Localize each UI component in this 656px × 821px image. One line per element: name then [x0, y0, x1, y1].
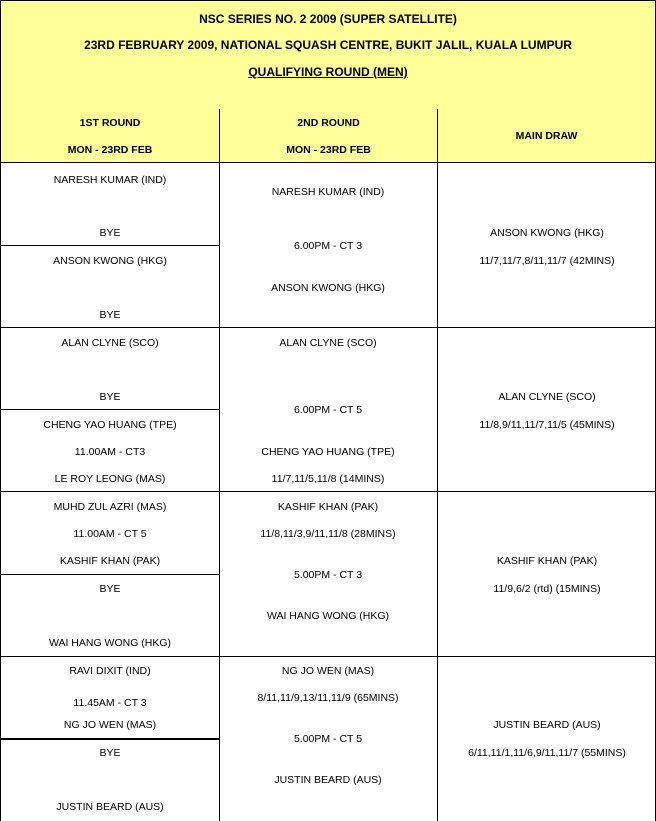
r2-time: 5.00PM - CT 3 [293, 569, 363, 581]
r2-player: CHENG YAO HUANG (TPE) [261, 446, 395, 458]
r1-player: LE ROY LEONG (MAS) [54, 473, 166, 485]
r1-player: BYE [99, 391, 121, 403]
r1-match-time: 11.45AM - CT 3 [73, 697, 147, 709]
r1-player: ALAN CLYNE (SCO) [61, 337, 159, 349]
r1-player: CHENG YAO HUANG (TPE) [43, 419, 177, 431]
r2-player: NARESH KUMAR (IND) [271, 186, 385, 198]
r2-time: 6.00PM - CT 5 [293, 404, 363, 416]
round-title: QUALIFYING ROUND (MEN) [248, 65, 408, 79]
main-player: ALAN CLYNE (SCO) [498, 391, 596, 403]
r1-player: BYE [99, 227, 121, 239]
main-player: KASHIF KHAN (PAK) [496, 555, 598, 567]
main-score: 6/11,11/1,11/6,9/11,11/7 (55MINS) [468, 747, 626, 759]
column-header-round1 [0, 109, 220, 163]
event-title: NSC SERIES NO. 2 2009 (SUPER SATELLITE) [199, 12, 457, 26]
match-block [437, 491, 656, 657]
divider [0, 245, 220, 246]
match-block [437, 162, 656, 328]
r2-time: 5.00PM - CT 5 [293, 733, 363, 745]
main-draw-title: MAIN DRAW [515, 130, 578, 142]
divider [0, 738, 220, 740]
main-score: 11/8,9/11,11/7,11/5 (45MINS) [479, 419, 615, 431]
match-block [437, 327, 656, 492]
r1-player: BYE [99, 309, 121, 321]
round1-date: MON - 23RD FEB [67, 144, 153, 156]
r2-score: 11/8,11/3,9/11,11/8 (28MINS) [260, 528, 396, 540]
main-player: ANSON KWONG (HKG) [490, 227, 604, 239]
r2-score: 11/7,11/5,11/8 (14MINS) [271, 473, 385, 485]
column-header-round2 [219, 109, 438, 163]
divider [0, 409, 220, 410]
round1-title: 1ST ROUND [79, 117, 141, 129]
r1-player: WAI HANG WONG (HKG) [48, 637, 172, 649]
round2-date: MON - 23RD FEB [286, 144, 371, 156]
r2-player: ALAN CLYNE (SCO) [279, 337, 377, 349]
divider [0, 574, 220, 575]
r1-player: NG JO WEN (MAS) [63, 719, 157, 731]
r1-player: KASHIF KHAN (PAK) [59, 555, 161, 567]
r1-player: BYE [99, 583, 121, 595]
r1-player: JUSTIN BEARD (AUS) [56, 801, 164, 813]
r1-match-time: 11.00AM - CT3 [74, 446, 146, 458]
r2-player: ANSON KWONG (HKG) [271, 282, 385, 294]
r1-player: ANSON KWONG (HKG) [53, 255, 167, 267]
r1-player: RAVI DIXIT (IND) [69, 665, 151, 677]
r1-player: BYE [99, 747, 121, 759]
r2-player: WAI HANG WONG (HKG) [266, 610, 390, 622]
match-block [437, 656, 656, 821]
title-banner [0, 0, 656, 110]
event-date-venue: 23RD FEBRUARY 2009, NATIONAL SQUASH CENTRE, BUKIT JALIL, KUALA LUMPUR [84, 38, 572, 52]
main-score: 11/9,6/2 (rtd) (15MINS) [493, 583, 601, 595]
round2-title: 2ND ROUND [297, 117, 360, 129]
main-player: JUSTIN BEARD (AUS) [493, 719, 601, 731]
r2-time: 6.00PM - CT 3 [293, 240, 363, 252]
r1-match-time: 11.00AM - CT 5 [73, 528, 147, 540]
r2-player: NG JO WEN (MAS) [281, 665, 375, 677]
r2-score: 8/11,11/9,13/11,11/9 (65MINS) [257, 692, 399, 704]
r2-player: KASHIF KHAN (PAK) [277, 501, 379, 513]
r1-player: NARESH KUMAR (IND) [53, 174, 167, 186]
r2-player: JUSTIN BEARD (AUS) [274, 774, 382, 786]
r1-player: MUHD ZUL AZRI (MAS) [53, 501, 167, 513]
main-score: 11/7,11/7,8/11,11/7 (42MINS) [479, 255, 615, 267]
column-header-main [437, 109, 656, 163]
